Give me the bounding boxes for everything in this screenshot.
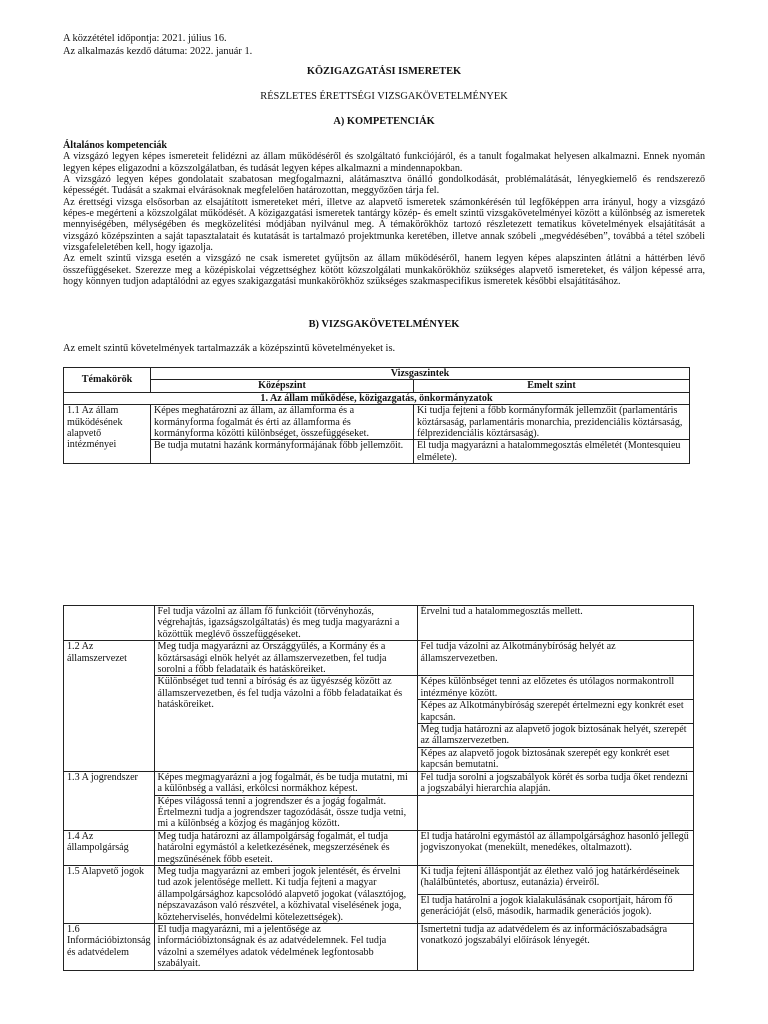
advanced-cell: El tudja határolni egymástól az állampolgársághoz hasonló jellegű jogviszonyokat (menekült, menedékes, oltalmazott). xyxy=(417,830,693,865)
mid-cell: Meg tudja magyarázni az Országgyűlés, a Kormány és a köztársasági elnök helyét az államszervezetben, fel tudja sorolni a főbb feladataik és hatásköreiket. xyxy=(154,641,417,676)
section-a-heading: A) KOMPETENCIÁK xyxy=(333,116,435,127)
competencies-text xyxy=(63,140,705,287)
header-advanced-level: Emelt szint xyxy=(414,380,690,392)
advanced-cell: Ki tudja fejteni a főbb kormányformák jellemzőit (parlamentáris köztársaság, parlamentáris monarchia, prezidenciális köztársaság, félprezidenciális köztársaság). xyxy=(414,405,690,440)
mid-cell: El tudja magyarázni, mi a jelentősége az információbiztonságnak és az adatvédelemnek. Fel tudja vázolni a személyes adatok védelmének legfontosabb szabályait. xyxy=(154,923,417,970)
header-topics: Témakörök xyxy=(64,368,151,393)
requirements-table-part-1 xyxy=(63,367,690,464)
advanced-cell: Képes az Alkotmánybíróság szerepét értelmezni egy konkrét eset kapcsán. xyxy=(417,700,693,724)
advanced-cell: Képes az alapvető jogok biztosának szerepét egy konkrét eset kapcsán bemutatni. xyxy=(417,747,693,771)
mid-cell: Képes világossá tenni a jogrendszer és a jogág fogalmát. Értelmezni tudja a jogrendszer tagozódását, össze tudja vetni, mi a különbség a közjog és magánjog között. xyxy=(154,795,417,830)
advanced-cell: Fel tudja vázolni az Alkotmánybíróság helyét az államszervezetben. xyxy=(417,641,693,676)
advanced-cell: Meg tudja határozni az alapvető jogok biztosának helyét, szerepét az államszervezetben. xyxy=(417,724,693,748)
topic-cell: 1.3 A jogrendszer xyxy=(64,771,155,830)
advanced-cell: Ismertetni tudja az adatvédelem és az információszabadságra vonatkozó jogszabályi előírások lényegét. xyxy=(417,923,693,970)
group-heading: 1. Az állam működése, közigazgatás, önkormányzatok xyxy=(64,392,690,404)
topic-cell: 1.2 Az államszervezet xyxy=(64,641,155,771)
topic-cell: 1.4 Az állampolgárság xyxy=(64,830,155,865)
topic-cell xyxy=(64,606,155,641)
advanced-cell: Ki tudja fejteni álláspontját az élethez való jog határkérdéseinek (halálbüntetés, abortusz, eutanázia) érveiről. xyxy=(417,865,693,894)
mid-cell: Fel tudja vázolni az állam fő funkcióit (törvényhozás, végrehajtás, igazságszolgáltatás) és meg tudja magyarázni a közöttük meglévő összefüggéseket. xyxy=(154,606,417,641)
mid-cell: Képes meghatározni az állam, az államforma és a kormányforma fogalmát és érti az államforma és kormányforma közötti különbséget, összefüggéseket. xyxy=(151,405,414,440)
advanced-cell xyxy=(417,795,693,830)
paragraph: Az emelt szintű vizsga esetén a vizsgázó ne csak ismeretet gyűjtsön az állam működéséről, hanem legyen képes alapszinten átlátni a háttérben lévő összefüggéseket. Szerezze meg a középiskolai végzettséghez kötött közszolgálati munkakörökhöz szükséges alapvető ismereteket, és váljon képessé arra, hogy könnyen tudjon adaptálódni az egyes szakigazgatási munkakörökhöz szükséges szakmaspecifikus ismeretek későbbi elsajátításához. xyxy=(63,253,705,288)
paragraph: A vizsgázó legyen képes gondolatait szabatosan megfogalmazni, alátámasztva önálló gondolkodását, problémalátását, lényegkiemelő és rendszerező képességét. Tudását a szakmai elvárásoknak megfelelően határozottan, meggyőzően tárja fel. xyxy=(63,174,705,197)
advanced-cell: Fel tudja sorolni a jogszabályok körét és sorba tudja őket rendezni a jogszabályi hierarchia alapján. xyxy=(417,771,693,795)
publication-date: A közzététel időpontja: 2021. július 16. xyxy=(63,33,227,44)
paragraph: A vizsgázó legyen képes ismereteit felidézni az állam működéséről és szolgáltató funkciójáról, és a tanult fogalmakat helyesen alkalmazni. Ennek nyomán legyen képes eligazodni a közszolgálatban, és tudását legyen képes alkalmazni a mindennapokban. xyxy=(63,151,705,174)
advanced-cell: Képes különbséget tenni az előzetes és utólagos normakontroll intézménye között. xyxy=(417,676,693,700)
publication-info xyxy=(63,32,252,58)
mid-cell: Meg tudja magyarázni az emberi jogok jelentését, és érvelni tud azok jelentősége mellett. Ki tudja fejteni a magyar állampolgársághoz kapcsolódó alapvető jogokat (választójog, népszavazáson való részvétel, a közhivatal viselésének joga, közteherviselés, honvédelmi kötelezettségek). xyxy=(154,865,417,923)
paragraph: Az érettségi vizsga elsősorban az elsajátított ismereteket méri, illetve az alapvető ismeretek számonkérésén túl legfőképpen arra irányul, hogy a vizsgázó képes-e megérteni a közszolgálat működését. A közigazgatási ismeretek tantárgy közép- és emelt szintű vizsgakövetelményei között a különbség az ismeretek mennyiségében, mélységében és megközelítési módjában nyilvánul meg. A témakörökhöz tartozó részletezett tematikus követelmények elsajátítását a vizsgázó középszinten a saját tapasztalatait és kutatását is tartalmazó projektmunka keretében, illetve annak szóbeli „megvédésében”, továbbá a tétel szóbeli vizsgafeleletében kell, hogy igazolja. xyxy=(63,196,705,254)
effective-date: Az alkalmazás kezdő dátuma: 2022. január 1. xyxy=(63,46,253,57)
intro-text: Az emelt szintű követelmények tartalmazzák a középszintű követelményeket is. xyxy=(63,343,396,354)
mid-cell: Be tudja mutatni hazánk kormányformájának főbb jellemzőit. xyxy=(151,440,414,464)
header-exam-levels: Vizsgaszintek xyxy=(151,368,690,380)
topic-cell: 1.1 Az állam működésének alapvető intézményei xyxy=(64,405,151,464)
document-subtitle: RÉSZLETES ÉRETTSÉGI VIZSGAKÖVETELMÉNYEK xyxy=(260,91,508,102)
header-mid-level: Középszint xyxy=(151,380,414,392)
document-title: KÖZIGAZGATÁSI ISMERETEK xyxy=(306,66,462,77)
general-competencies-heading: Általános kompetenciák xyxy=(63,140,168,151)
topic-cell: 1.5 Alapvető jogok xyxy=(64,865,155,923)
advanced-cell: El tudja magyarázni a hatalommegosztás elméletét (Montesquieu elmélete). xyxy=(414,440,690,464)
section-b-heading: B) VIZSGAKÖVETELMÉNYEK xyxy=(308,319,460,330)
mid-cell: Meg tudja határozni az állampolgárság fogalmát, el tudja határolni egymástól a keletkezésének, megszerzésének és megszűnésének főbb eseteit. xyxy=(154,830,417,865)
topic-cell: 1.6 Információbiztonság és adatvédelem xyxy=(64,923,155,970)
mid-cell: Képes megmagyarázni a jog fogalmát, és be tudja mutatni, mi a különbség a vallási, erkölcsi normákhoz képest. xyxy=(154,771,417,795)
requirements-table-part-2 xyxy=(63,605,694,971)
mid-cell: Különbséget tud tenni a bíróság és az ügyészség között az államszervezetben, és fel tudja vázolni a főbb feladataikat és hatásköreiket. xyxy=(154,676,417,771)
advanced-cell: Érvelni tud a hatalommegosztás mellett. xyxy=(417,606,693,641)
advanced-cell: El tudja határolni a jogok kialakulásának csoportjait, három fő generációját (első, második, harmadik generációs jogok). xyxy=(417,894,693,923)
